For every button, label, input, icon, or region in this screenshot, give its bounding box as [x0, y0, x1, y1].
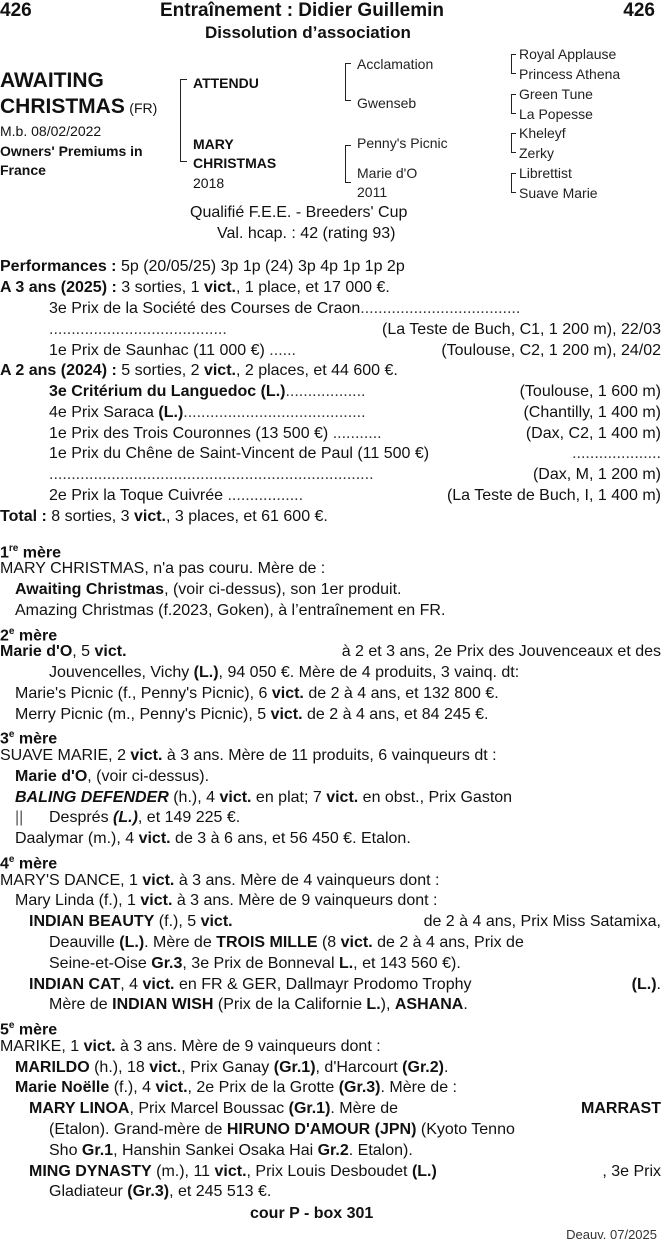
vict-label: vict. — [326, 789, 359, 806]
offspring-name: MING DYNASTY — [29, 1163, 152, 1180]
group-tag: (Gr.3) — [338, 1079, 381, 1096]
race-detail: (Toulouse, 1 600 m) — [519, 383, 661, 400]
race-row: ........................................ (La Teste de Buch, C1, 1 200 m), 22/03 — [0, 320, 661, 341]
vict-label: vict. — [142, 976, 175, 993]
group-tag: Gr.2 — [317, 1142, 349, 1159]
family-line — [0, 663, 661, 684]
text: Després — [49, 809, 114, 826]
vict-label: vict. — [270, 706, 303, 723]
family-line — [0, 580, 661, 601]
text: MARIKE, 1 — [0, 1038, 84, 1055]
race-detail: (Dax, C2, 1 400 m) — [525, 425, 661, 442]
race-name: 1e Prix des Trois Couronnes (13 500 €) — [49, 425, 329, 442]
dam-word: mère — [14, 1021, 58, 1037]
vict-label: vict. — [340, 934, 373, 951]
pedigree-bracket-g3-2 — [511, 94, 512, 114]
text: (f.), 4 — [109, 1079, 156, 1096]
season-2024-label: A 2 ans (2024) : — [0, 362, 117, 379]
text: Sho — [49, 1142, 82, 1159]
text: Merry Picnic (m., Penny's Picnic), 5 — [15, 706, 271, 723]
family-line — [0, 829, 661, 850]
text: en obst., Prix Gaston — [358, 789, 513, 806]
listed-tag: (L.) — [158, 404, 184, 421]
offspring-name: INDIAN WISH — [112, 996, 214, 1013]
text: à 3 ans. Mère de 9 vainqueurs dont : — [172, 892, 438, 909]
text: . Mère de — [330, 1100, 398, 1117]
offspring-name: BALING DEFENDER — [15, 789, 169, 806]
pedigree-bracket-top — [180, 79, 187, 80]
dam-number: 1 — [0, 544, 9, 560]
total-label: Total : — [0, 508, 47, 525]
offspring-name: Marie Noëlle — [15, 1079, 110, 1096]
dam-ordinal: e — [8, 729, 15, 740]
race-name: 1e Prix du Chêne de Saint-Vincent de Paul (11 500 €) — [49, 445, 430, 462]
family-line — [0, 871, 661, 892]
pedigree-bracket-sire — [345, 63, 346, 101]
text: Jouvencelles, Vichy — [49, 664, 194, 681]
offspring-name: MARILDO — [15, 1059, 90, 1076]
pedigree-bracket-dam — [345, 145, 346, 183]
text: ), — [380, 996, 395, 1013]
race-row: ......................................................................... (Dax, M, 1 200 m) — [0, 465, 661, 486]
text: , Prix Louis Desboudet — [246, 1163, 412, 1180]
performances-label: Performances : — [0, 258, 117, 275]
family-line — [0, 767, 661, 788]
pedigree-dam-line1: MARY — [193, 136, 234, 152]
vict-label: vict. — [203, 362, 236, 379]
pedigree-bracket-g3-1-top — [511, 54, 516, 55]
text: (m.), 11 — [151, 1163, 215, 1180]
text: . — [443, 1059, 449, 1076]
text: , 3e Prix de Bonneval — [182, 955, 339, 972]
offspring-name: ASHANA — [394, 996, 464, 1013]
box-location: cour P - box 301 — [250, 1205, 374, 1222]
text: , 94 050 €. Mère de 4 produits, 3 vainq. dt: — [218, 664, 520, 681]
pedigree-ss-dam: Princess Athena — [519, 66, 621, 82]
offspring-name: Awaiting Christmas — [15, 581, 165, 598]
pedigree-bracket-g3-1 — [511, 54, 512, 74]
text: Gladiateur — [49, 1183, 128, 1200]
family-line — [0, 684, 661, 705]
performances-summary-text: 5p (20/05/25) 3p 1p (24) 3p 4p 1p 1p 2p — [116, 258, 405, 275]
listed-tag: (L.) — [411, 1163, 437, 1180]
text: , (voir ci-dessus). — [87, 768, 210, 785]
owners-premiums-line1: Owners' Premiums in — [0, 143, 143, 159]
race-name: 3e Critérium du Languedoc (L.) — [49, 383, 286, 400]
offspring-name: Marie d'O — [15, 768, 88, 785]
race-detail: (La Teste de Buch, I, 1 400 m) — [446, 487, 661, 504]
listed-tag: (L.) — [631, 976, 657, 993]
text: à 3 ans. Mère de 11 produits, 6 vainqueurs dt : — [162, 747, 497, 764]
group-tag: (Gr.1) — [273, 1059, 316, 1076]
obstacle-marker: || — [15, 809, 24, 826]
horse-name-line2-text: CHRISTMAS — [0, 95, 125, 118]
text: à 2 et 3 ans, 2e Prix des Jouvenceaux et des — [341, 643, 661, 660]
text: , et 245 513 €. — [169, 1183, 272, 1200]
season-2024-text-b: , 2 places, et 44 600 €. — [235, 362, 398, 379]
horse-country: (FR) — [129, 100, 158, 116]
family-line — [0, 912, 661, 933]
lot-number-right: 426 — [623, 0, 655, 21]
family-line: MARY CHRISTMAS, n'a pas couru. Mère de : — [0, 560, 326, 577]
vict-label: vict. — [133, 508, 166, 525]
text: en FR & GER, Dallmayr Prodomo Trophy — [174, 976, 472, 993]
listed-tag: (L.) — [119, 934, 145, 951]
race-row: 3e Critérium du Languedoc (L.).................. (Toulouse, 1 600 m) — [0, 382, 661, 403]
group-tag: Gr.3 — [151, 955, 183, 972]
pedigree-bracket-g3-4-bottom — [511, 192, 516, 193]
qualification: Qualifié F.E.E. - Breeders' Cup — [190, 204, 408, 221]
offspring-detail: , (voir ci-dessus), son 1er produit. — [164, 581, 402, 598]
pedigree-bracket-g3-4 — [511, 173, 512, 193]
vict-label: vict. — [149, 1059, 182, 1076]
text: , Prix Marcel Boussac — [129, 1100, 289, 1117]
season-2024 — [0, 361, 661, 382]
dam-word: mère — [18, 544, 62, 560]
vict-label: vict. — [142, 872, 175, 889]
race-detail: (Chantilly, 1 400 m) — [523, 404, 661, 421]
text: . — [656, 976, 661, 993]
text: en plat; 7 — [251, 789, 327, 806]
family-line — [0, 1182, 661, 1203]
offspring-name: HIRUNO D'AMOUR (JPN) — [226, 1121, 417, 1138]
family-line — [0, 1037, 661, 1058]
dam-word: mère — [14, 730, 58, 746]
text: de 2 à 4 ans, Prix de — [372, 934, 524, 951]
text: Marie's Picnic (f., Penny's Picnic), 6 — [15, 685, 272, 702]
pedigree-bracket-g3-2-bottom — [511, 113, 516, 114]
text: (Prix de la Californie — [213, 996, 367, 1013]
group-tag: (Gr.1) — [288, 1100, 331, 1117]
pedigree-dam-year: 2018 — [193, 175, 225, 191]
family-line — [0, 975, 661, 996]
lot-number-left: 426 — [0, 0, 32, 21]
total-text-a: 8 sorties, 3 — [46, 508, 134, 525]
text: . Mère de : — [380, 1079, 457, 1096]
race-name: 1e Prix de Saunhac (11 000 €) — [49, 342, 265, 359]
race-detail: (Dax, M, 1 200 m) — [532, 466, 661, 483]
text: Daalymar (m.), 4 — [15, 830, 139, 847]
text: , 4 — [120, 976, 143, 993]
family-line: Amazing Christmas (f.2023, Goken), à l’entraînement en FR. — [15, 602, 446, 619]
season-2025-text-a: 3 sorties, 1 — [116, 279, 204, 296]
total-line — [0, 507, 661, 528]
listed-tag: (L.) — [193, 664, 219, 681]
family-line — [0, 642, 661, 663]
race-detail: (Toulouse, C2, 1 200 m), 24/02 — [441, 342, 661, 359]
pedigree-sire-dam: Gwenseb — [357, 95, 417, 111]
text: , 2e Prix de la Grotte — [187, 1079, 339, 1096]
family-line — [0, 808, 661, 829]
pedigree-dd-sire: Librettist — [519, 165, 572, 181]
pedigree-dam-sire: Penny's Picnic — [357, 135, 448, 151]
text: à 3 ans. Mère de 4 vainqueurs dont : — [174, 872, 440, 889]
dam-number: 3 — [0, 730, 9, 746]
family-line — [0, 705, 661, 726]
dam-word: mère — [14, 627, 58, 643]
pedigree-bracket-g3-3 — [511, 133, 512, 153]
text: de 2 à 4 ans, Prix Miss Satamixa, — [423, 913, 661, 930]
season-2024-text-a: 5 sorties, 2 — [116, 362, 204, 379]
pedigree-bracket-sire-top — [345, 63, 351, 64]
text: SUAVE MARIE, 2 — [0, 747, 131, 764]
text: . Mère de — [144, 934, 217, 951]
pedigree-bracket-g3-4-top — [511, 173, 516, 174]
vict-label: vict. — [155, 1079, 188, 1096]
pedigree-bracket-bottom — [180, 161, 187, 162]
family-line — [0, 954, 661, 975]
vict-label: vict. — [138, 830, 171, 847]
performances-summary — [0, 257, 661, 278]
pedigree-bracket-dam-bottom — [345, 182, 351, 183]
dam-ordinal: e — [8, 854, 15, 865]
family-line — [0, 995, 661, 1016]
total-text-b: , 3 places, et 61 600 €. — [165, 508, 328, 525]
dam-heading-4 — [0, 850, 661, 871]
group-tag: (Gr.3) — [127, 1183, 170, 1200]
text: , et 149 225 €. — [137, 809, 241, 826]
pedigree-bracket-g3-2-top — [511, 94, 516, 95]
vict-label: vict. — [271, 685, 304, 702]
pedigree-sire: ATTENDU — [193, 75, 259, 91]
family-line — [0, 933, 661, 954]
dam-number: 4 — [0, 855, 9, 871]
pedigree-bracket-g3-3-top — [511, 133, 516, 134]
group-tag: Gr.1 — [81, 1142, 114, 1159]
family-line — [0, 746, 661, 767]
dam-ordinal: re — [8, 543, 19, 554]
text: , d'Harcourt — [315, 1059, 403, 1076]
race-row: 1e Prix du Chêne de Saint-Vincent de Paul (11 500 €) .................... — [0, 444, 661, 465]
text: de 3 à 6 ans, et 56 450 €. Etalon. — [170, 830, 411, 847]
text: (Etalon). Grand-mère de — [49, 1121, 227, 1138]
text: , 3e Prix — [602, 1163, 661, 1180]
pedigree-dam-line2: CHRISTMAS — [193, 155, 277, 171]
offspring-name: MARY LINOA — [29, 1100, 130, 1117]
text: (8 — [317, 934, 341, 951]
race-row: 2e Prix la Toque Cuivrée ................. (La Teste de Buch, I, 1 400 m) — [0, 486, 661, 507]
pedigree-ds-dam: Zerky — [519, 145, 554, 161]
horse-name-line1: AWAITING — [0, 69, 104, 92]
offspring-name: INDIAN BEAUTY — [29, 913, 155, 930]
dam-heading-1 — [0, 539, 661, 560]
text: de 2 à 4 ans, et 132 800 €. — [303, 685, 499, 702]
text: , et 143 560 €). — [353, 955, 461, 972]
text: Deauville — [49, 934, 120, 951]
text: MARY'S DANCE, 1 — [0, 872, 143, 889]
race-row: 4e Prix Saraca (L.)......................................... (Chantilly, 1 400 m) — [0, 403, 661, 424]
pedigree-ss-sire: Royal Applause — [519, 46, 617, 62]
vict-label: vict. — [219, 789, 252, 806]
sale-type: Dissolution d’association — [205, 23, 411, 42]
family-line — [0, 788, 661, 809]
family-line — [0, 1099, 661, 1120]
season-2025-text-b: , 1 place, et 17 000 €. — [235, 279, 390, 296]
listed-tag: (L.) — [113, 809, 138, 826]
pedigree-bracket-sire-bottom — [345, 100, 351, 101]
race-row: 1e Prix des Trois Couronnes (13 500 €) ........... (Dax, C2, 1 400 m) — [0, 424, 661, 445]
season-2025 — [0, 278, 661, 299]
vict-label: vict. — [94, 643, 127, 660]
family-line — [0, 1162, 661, 1183]
race-detail: (La Teste de Buch, C1, 1 200 m), 22/03 — [382, 321, 661, 338]
offspring-name: Marie d'O — [0, 643, 73, 660]
vict-label: vict. — [140, 892, 173, 909]
family-line — [0, 1141, 661, 1162]
vict-label: vict. — [214, 1163, 247, 1180]
pedigree-dam-dam: Marie d'O — [357, 165, 418, 181]
race-row: 1e Prix de Saunhac (11 000 €) ...... (Toulouse, C2, 1 200 m), 24/02 — [0, 341, 661, 362]
text: à 3 ans. Mère de 9 vainqueurs dont : — [115, 1038, 381, 1055]
text: de 2 à 4 ans, et 84 245 €. — [302, 706, 489, 723]
offspring-name: TROIS MILLE — [216, 934, 318, 951]
text: Seine-et-Oise — [49, 955, 152, 972]
vict-label: vict. — [83, 1038, 116, 1055]
sale-reference: Deauv. 07/2025 — [566, 1227, 657, 1242]
horse-birth: M.b. 08/02/2022 — [0, 123, 102, 139]
text: , 5 — [72, 643, 95, 660]
listed-tag: L. — [338, 955, 354, 972]
trainer-title: Entraînement : Didier Guillemin — [160, 0, 444, 21]
listed-tag: L. — [366, 996, 381, 1013]
text: (Kyoto Tenno — [416, 1121, 515, 1138]
dam-ordinal: e — [8, 1020, 15, 1031]
offspring-name: INDIAN CAT — [29, 976, 121, 993]
dam-number: 2 — [0, 627, 9, 643]
pedigree-dam-dam-year: 2011 — [357, 184, 388, 200]
pedigree-bracket-main — [180, 79, 181, 162]
vict-label: vict. — [130, 747, 163, 764]
text: Mary Linda (f.), 1 — [15, 892, 141, 909]
text: . — [463, 996, 468, 1013]
owners-premiums-line2: France — [0, 162, 46, 178]
family-line — [0, 1058, 661, 1079]
pedigree-sd-dam: La Popesse — [519, 106, 593, 122]
race-name: 4e Prix Saraca — [49, 404, 159, 421]
pedigree-sire-sire: Acclamation — [357, 56, 434, 72]
text: (h.), 4 — [168, 789, 220, 806]
vict-label: vict. — [200, 913, 233, 930]
handicap-value: Val. hcap. : 42 (rating 93) — [217, 225, 396, 242]
text: . Etalon). — [348, 1142, 413, 1159]
pedigree-dd-dam: Suave Marie — [519, 185, 598, 201]
offspring-name: MARRAST — [581, 1100, 661, 1117]
vict-label: vict. — [203, 279, 236, 296]
race-row: 3e Prix de la Société des Courses de Craon.................................... — [49, 300, 521, 317]
dam-word: mère — [14, 855, 58, 871]
text: (h.), 18 — [89, 1059, 150, 1076]
pedigree-ds-sire: Kheleyf — [519, 125, 566, 141]
family-line — [0, 891, 661, 912]
dam-number: 5 — [0, 1021, 9, 1037]
dam-heading-2 — [0, 622, 661, 643]
text: (f.), 5 — [154, 913, 201, 930]
dam-ordinal: e — [8, 626, 15, 637]
text: , Prix Ganay — [181, 1059, 274, 1076]
group-tag: (Gr.2) — [402, 1059, 444, 1076]
family-line — [0, 1078, 661, 1099]
pedigree-sd-sire: Green Tune — [519, 86, 593, 102]
race-name: 2e Prix la Toque Cuivrée — [49, 487, 224, 504]
family-line — [0, 1120, 661, 1141]
dam-heading-3 — [0, 725, 661, 746]
pedigree-bracket-dam-top — [345, 145, 351, 146]
text: , Hanshin Sankei Osaka Hai — [113, 1142, 318, 1159]
season-2025-label: A 3 ans (2025) : — [0, 279, 117, 296]
text: Mère de — [49, 996, 113, 1013]
pedigree-bracket-g3-3-bottom — [511, 152, 516, 153]
race-name: 3e Prix de la Société des Courses de Craon — [49, 300, 361, 317]
pedigree-bracket-g3-1-bottom — [511, 73, 516, 74]
dam-heading-5 — [0, 1016, 661, 1037]
horse-name-line2 — [0, 95, 157, 119]
